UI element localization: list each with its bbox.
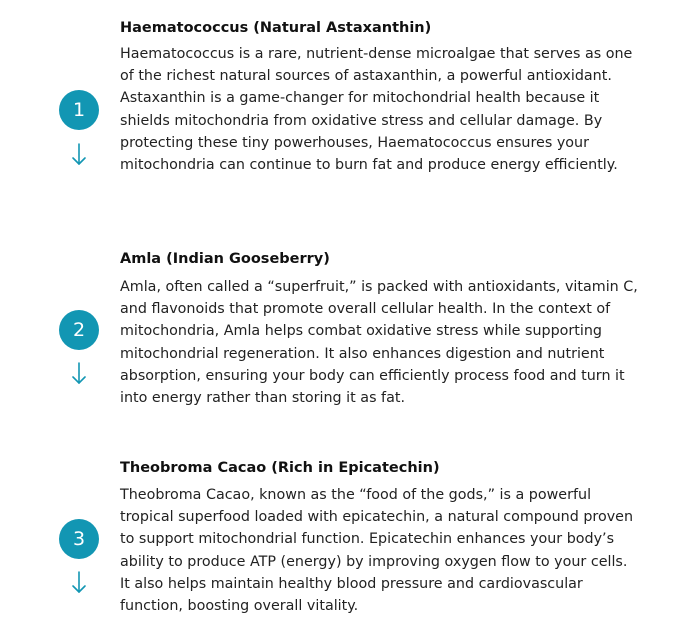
- section-title: Theobroma Cacao (Rich in Epicatechin): [120, 460, 440, 476]
- section-title: Amla (Indian Gooseberry): [120, 251, 330, 267]
- section-body: Amla, often called a “superfruit,” is packed with antioxidants, vitamin C, and flavonoids that promote overall cellular health. In the context of mitochondria, Amla helps combat oxidative stress while supporting mitochondrial regeneration. It also enhances digestion and nutrient absorption, ensuring your body can efficiently process food and turn it into energy rather than storing it as fat.: [120, 279, 638, 407]
- arrow-down-icon: [70, 570, 88, 596]
- arrow-down-icon: [70, 142, 88, 168]
- step-number-badge: 1: [59, 90, 99, 130]
- section-body: Theobroma Cacao, known as the “food of the gods,” is a powerful tropical superfood loaded with epicatechin, a natural compound proven to support mitochondrial function. Epicatechin enhances your body’s ability to produce ATP (energy) by improving oxygen flow to your cells. It also helps maintain healthy blood pressure and cardiovascular function, boosting overall vitality.: [120, 487, 634, 615]
- section-title: Haematococcus (Natural Astaxanthin): [120, 20, 432, 36]
- step-number-badge: 2: [59, 310, 99, 350]
- arrow-down-icon: [70, 361, 88, 387]
- step-number-badge: 3: [59, 519, 99, 559]
- section-body: Haematococcus is a rare, nutrient-dense microalgae that serves as one of the richest natural sources of astaxanthin, a powerful antioxidant. Astaxanthin is a game-changer for mitochondrial health because it shields mitochondria from oxidative stress and cellular damage. By protecting these tiny powerhouses, Haematococcus ensures your mitochondria can continue to burn fat and produce energy efficiently.: [120, 46, 633, 174]
